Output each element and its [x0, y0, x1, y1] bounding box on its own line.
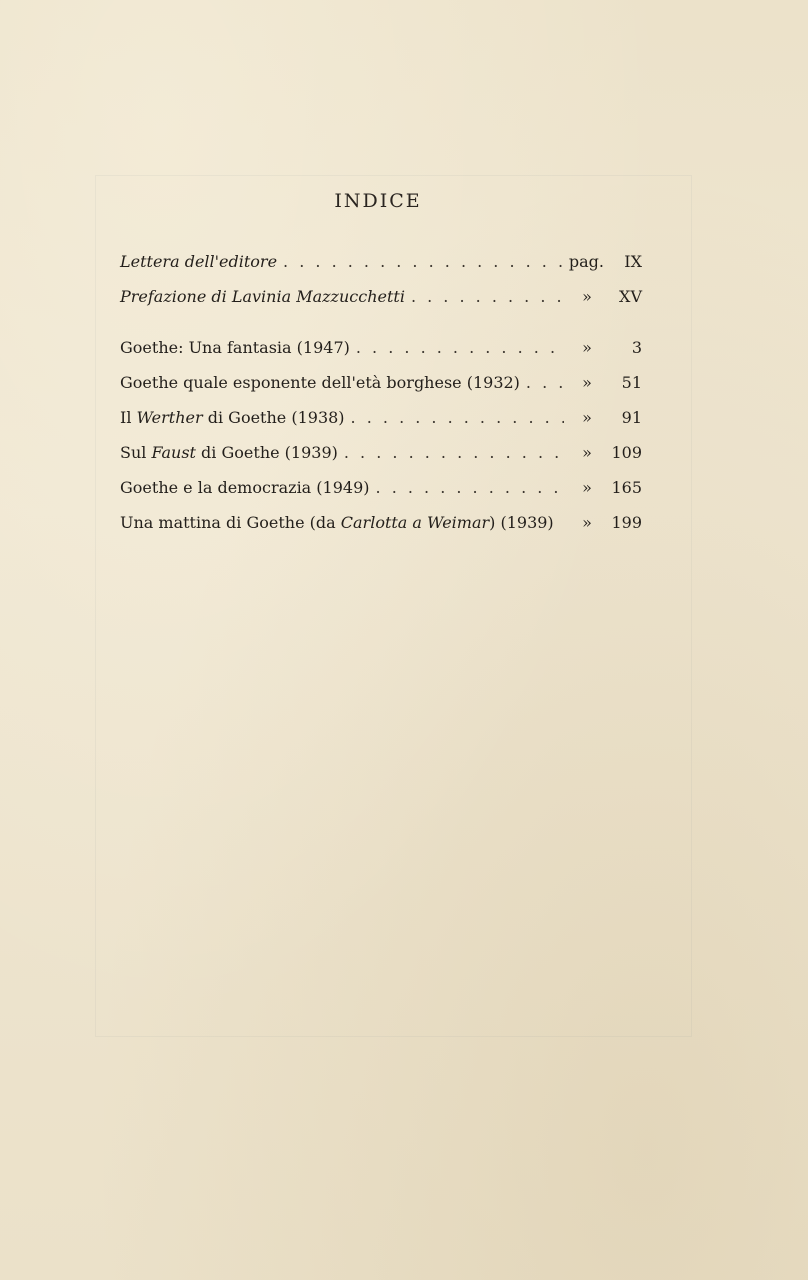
page-marker: »	[582, 373, 592, 392]
toc-entry-fantasia	[120, 338, 642, 373]
page-number: IX	[624, 252, 642, 271]
toc-entry-label: Prefazione di Lavinia Mazzucchetti	[120, 287, 405, 306]
dot-leader	[283, 252, 563, 271]
page-number: 3	[631, 338, 642, 357]
table-of-contents	[120, 252, 642, 548]
toc-entry-prefazione	[120, 287, 642, 322]
toc-entry-lettera	[120, 252, 642, 287]
page-marker: »	[582, 287, 592, 306]
page-marker: »	[582, 513, 592, 532]
toc-entry-label: Sul Faust di Goethe (1939)	[120, 443, 338, 462]
page-number: 199	[611, 513, 642, 532]
dot-leader	[411, 287, 564, 306]
toc-entry-label: Goethe e la democrazia (1949)	[120, 478, 370, 497]
toc-entry-label: Goethe quale esponente dell'età borghese (1932)	[120, 373, 520, 392]
page-number: 51	[621, 373, 642, 392]
page-number: 91	[621, 408, 642, 427]
page-number: 165	[611, 478, 642, 497]
toc-entry-mattina	[120, 513, 642, 548]
toc-entry-werther	[120, 408, 642, 443]
toc-entry-esponente	[120, 373, 642, 408]
toc-entry-label: Una mattina di Goethe (da Carlotta a Weimar) (1939)	[120, 513, 554, 532]
dot-leader	[376, 478, 564, 497]
page-marker: »	[582, 408, 592, 427]
page-marker: »	[582, 478, 592, 497]
toc-entry-label: Goethe: Una fantasia (1947)	[120, 338, 350, 357]
toc-entry-label: Il Werther di Goethe (1938)	[120, 408, 345, 427]
toc-entry-democrazia	[120, 478, 642, 513]
dot-leader	[344, 443, 564, 462]
toc-entry-faust	[120, 443, 642, 478]
page-marker: »	[582, 338, 592, 357]
page-number: 109	[611, 443, 642, 462]
toc-entry-label: Lettera dell'editore	[120, 252, 278, 271]
dot-leader	[526, 373, 564, 392]
page-number: XV	[619, 287, 642, 306]
dot-leader	[356, 338, 564, 357]
page-marker: pag.	[568, 252, 604, 271]
page-title: INDICE	[334, 190, 422, 212]
page-marker: »	[582, 443, 592, 462]
dot-leader	[351, 408, 564, 427]
